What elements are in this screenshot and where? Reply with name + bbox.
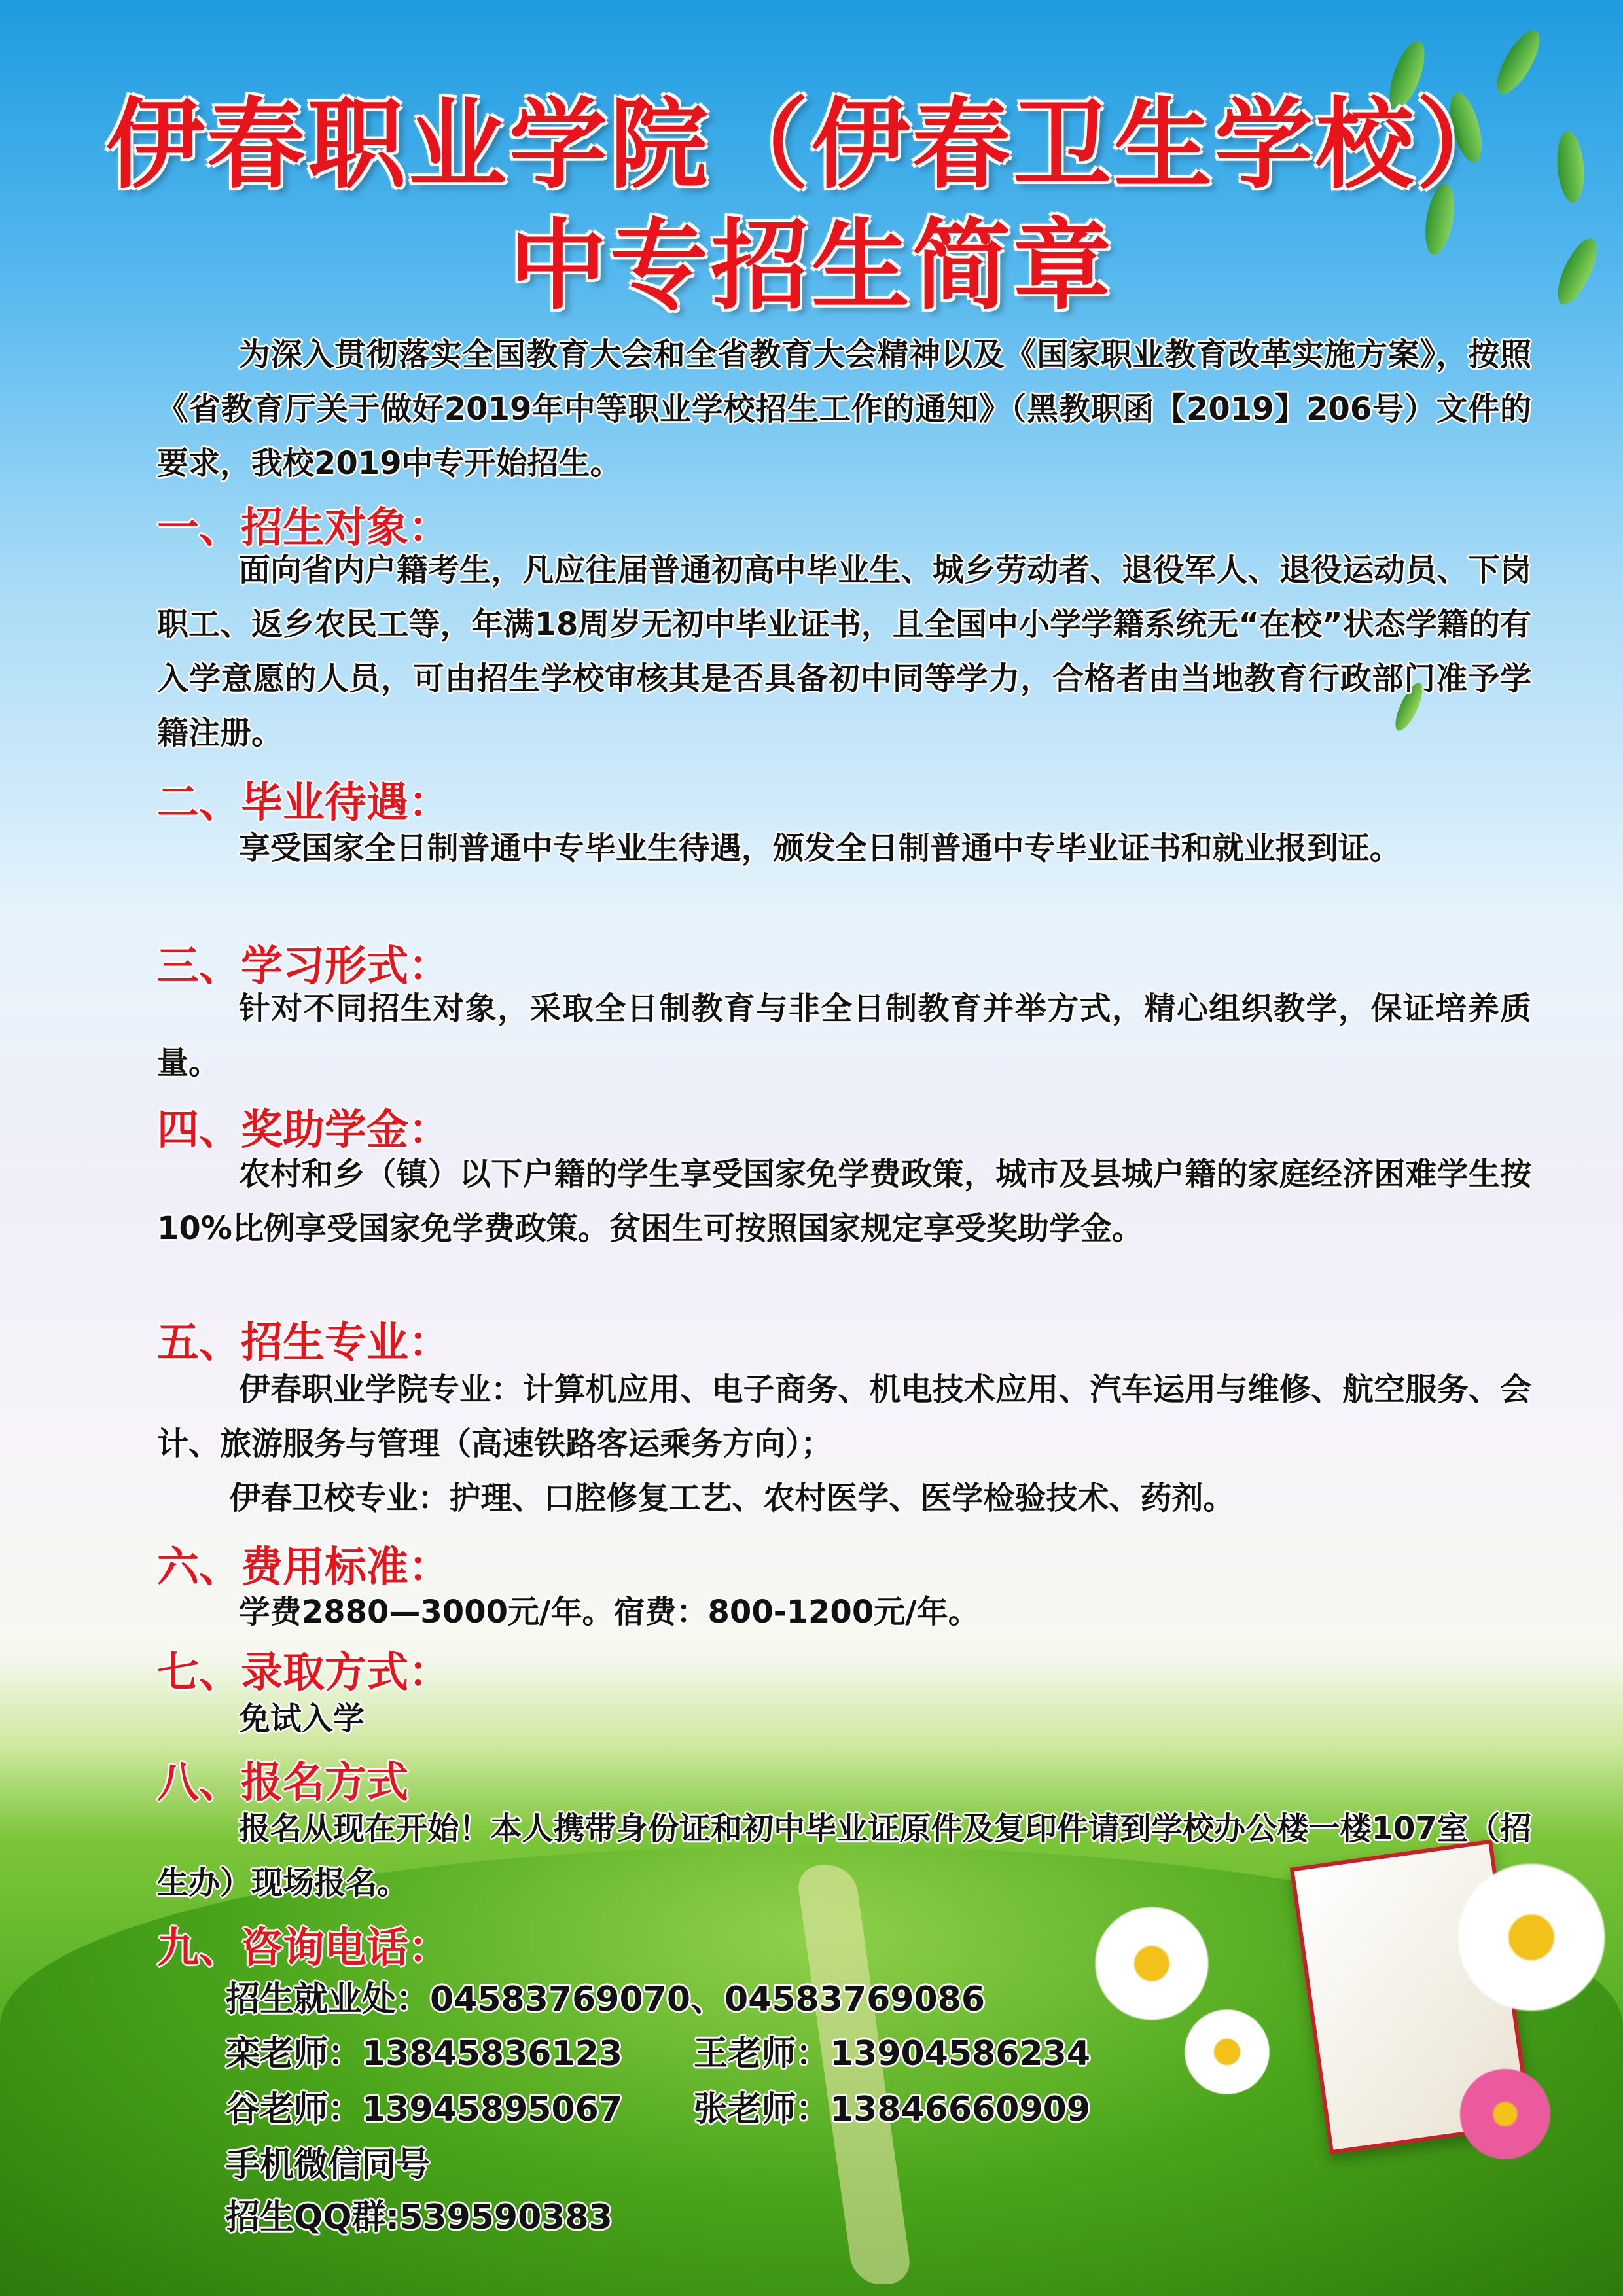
section-body-1: 面向省内户籍考生，凡应往届普通初高中毕业生、城乡劳动者、退役军人、退役运动员、下岗职工、返乡农民工等，年满18周岁无初中毕业证书，且全国中小学学籍系统无“在校”状态学籍的有入学意愿的人员，可由招生学校审核其是否具备初中同等学力，合格者由当地教育行政部门准予学籍注册。: [157, 552, 1531, 751]
section-heading-7: 七、录取方式：: [157, 1649, 450, 1697]
contact-luan: 栾老师：13845836123: [226, 2034, 622, 2073]
section-heading-1: 一、招生对象：: [157, 504, 450, 552]
contact-gu: 谷老师：13945895067: [226, 2090, 622, 2129]
contact-wechat-note: 手机微信同号: [226, 2145, 431, 2185]
title-line-2: 中专招生简章: [508, 209, 1114, 323]
contact-zhang: 张老师：13846660909: [694, 2090, 1090, 2129]
section-body-8: 报名从现在开始！本人携带身份证和初中毕业证原件及复印件请到学校办公楼一楼107室（招生办）现场报名。: [157, 1810, 1531, 1901]
section-heading-6: 六、费用标准：: [157, 1543, 450, 1592]
daisy-image: [1178, 2003, 1276, 2101]
section-body-3: 针对不同招生对象，采取全日制教育与非全日制教育并举方式，精心组织教学，保证培养质量。: [157, 990, 1531, 1081]
contact-office: 招生就业处：04583769070、04583769086: [226, 1980, 985, 2019]
intro-paragraph: 为深入贯彻落实全国教育大会和全省教育大会精神以及《国家职业教育改革实施方案》，按照《省教育厅关于做好2019年中等职业学校招生工作的通知》（黑教职函【2019】206号）文件的要求，我校2019中专开始招生。: [157, 336, 1531, 482]
section-body-2: 享受国家全日制普通中专毕业生待遇，颁发全日制普通中专毕业证书和就业报到证。: [238, 830, 1401, 867]
section-heading-3: 三、学习形式：: [157, 942, 450, 991]
pink-flower-image: [1453, 2062, 1558, 2166]
section-body-7: 免试入学: [238, 1700, 365, 1737]
section-heading-8: 八、报名方式: [157, 1759, 408, 1807]
section-heading-4: 四、奖助学金：: [157, 1106, 450, 1155]
section-heading-5: 五、招生专业：: [157, 1319, 450, 1367]
section-body-5: 伊春职业学院专业：计算机应用、电子商务、机电技术应用、汽车运用与维修、航空服务、会计、旅游服务与管理（高速铁路客运乘务方向）；: [157, 1371, 1531, 1462]
section-body-4: 农村和乡（镇）以下户籍的学生享受国家免学费政策，城市及县城户籍的家庭经济困难学生按10%比例享受国家免学费政策。贫困生可按照国家规定享受奖助学金。: [157, 1156, 1531, 1247]
daisy-image: [1086, 1898, 1217, 2029]
title-line-1: 伊春职业学院（伊春卫生学校）: [105, 88, 1517, 202]
section-body-6: 学费2880—3000元/年。宿费：800-1200元/年。: [238, 1594, 980, 1630]
contact-qq-group: 招生QQ群:539590383: [226, 2198, 613, 2237]
section-heading-2: 二、毕业待遇：: [157, 779, 450, 827]
section-heading-9: 九、咨询电话：: [157, 1924, 450, 1973]
section-body-5b: 伊春卫校专业：护理、口腔修复工艺、农村医学、医学检验技术、药剂。: [229, 1480, 1235, 1516]
contact-wang: 王老师：13904586234: [694, 2034, 1090, 2073]
